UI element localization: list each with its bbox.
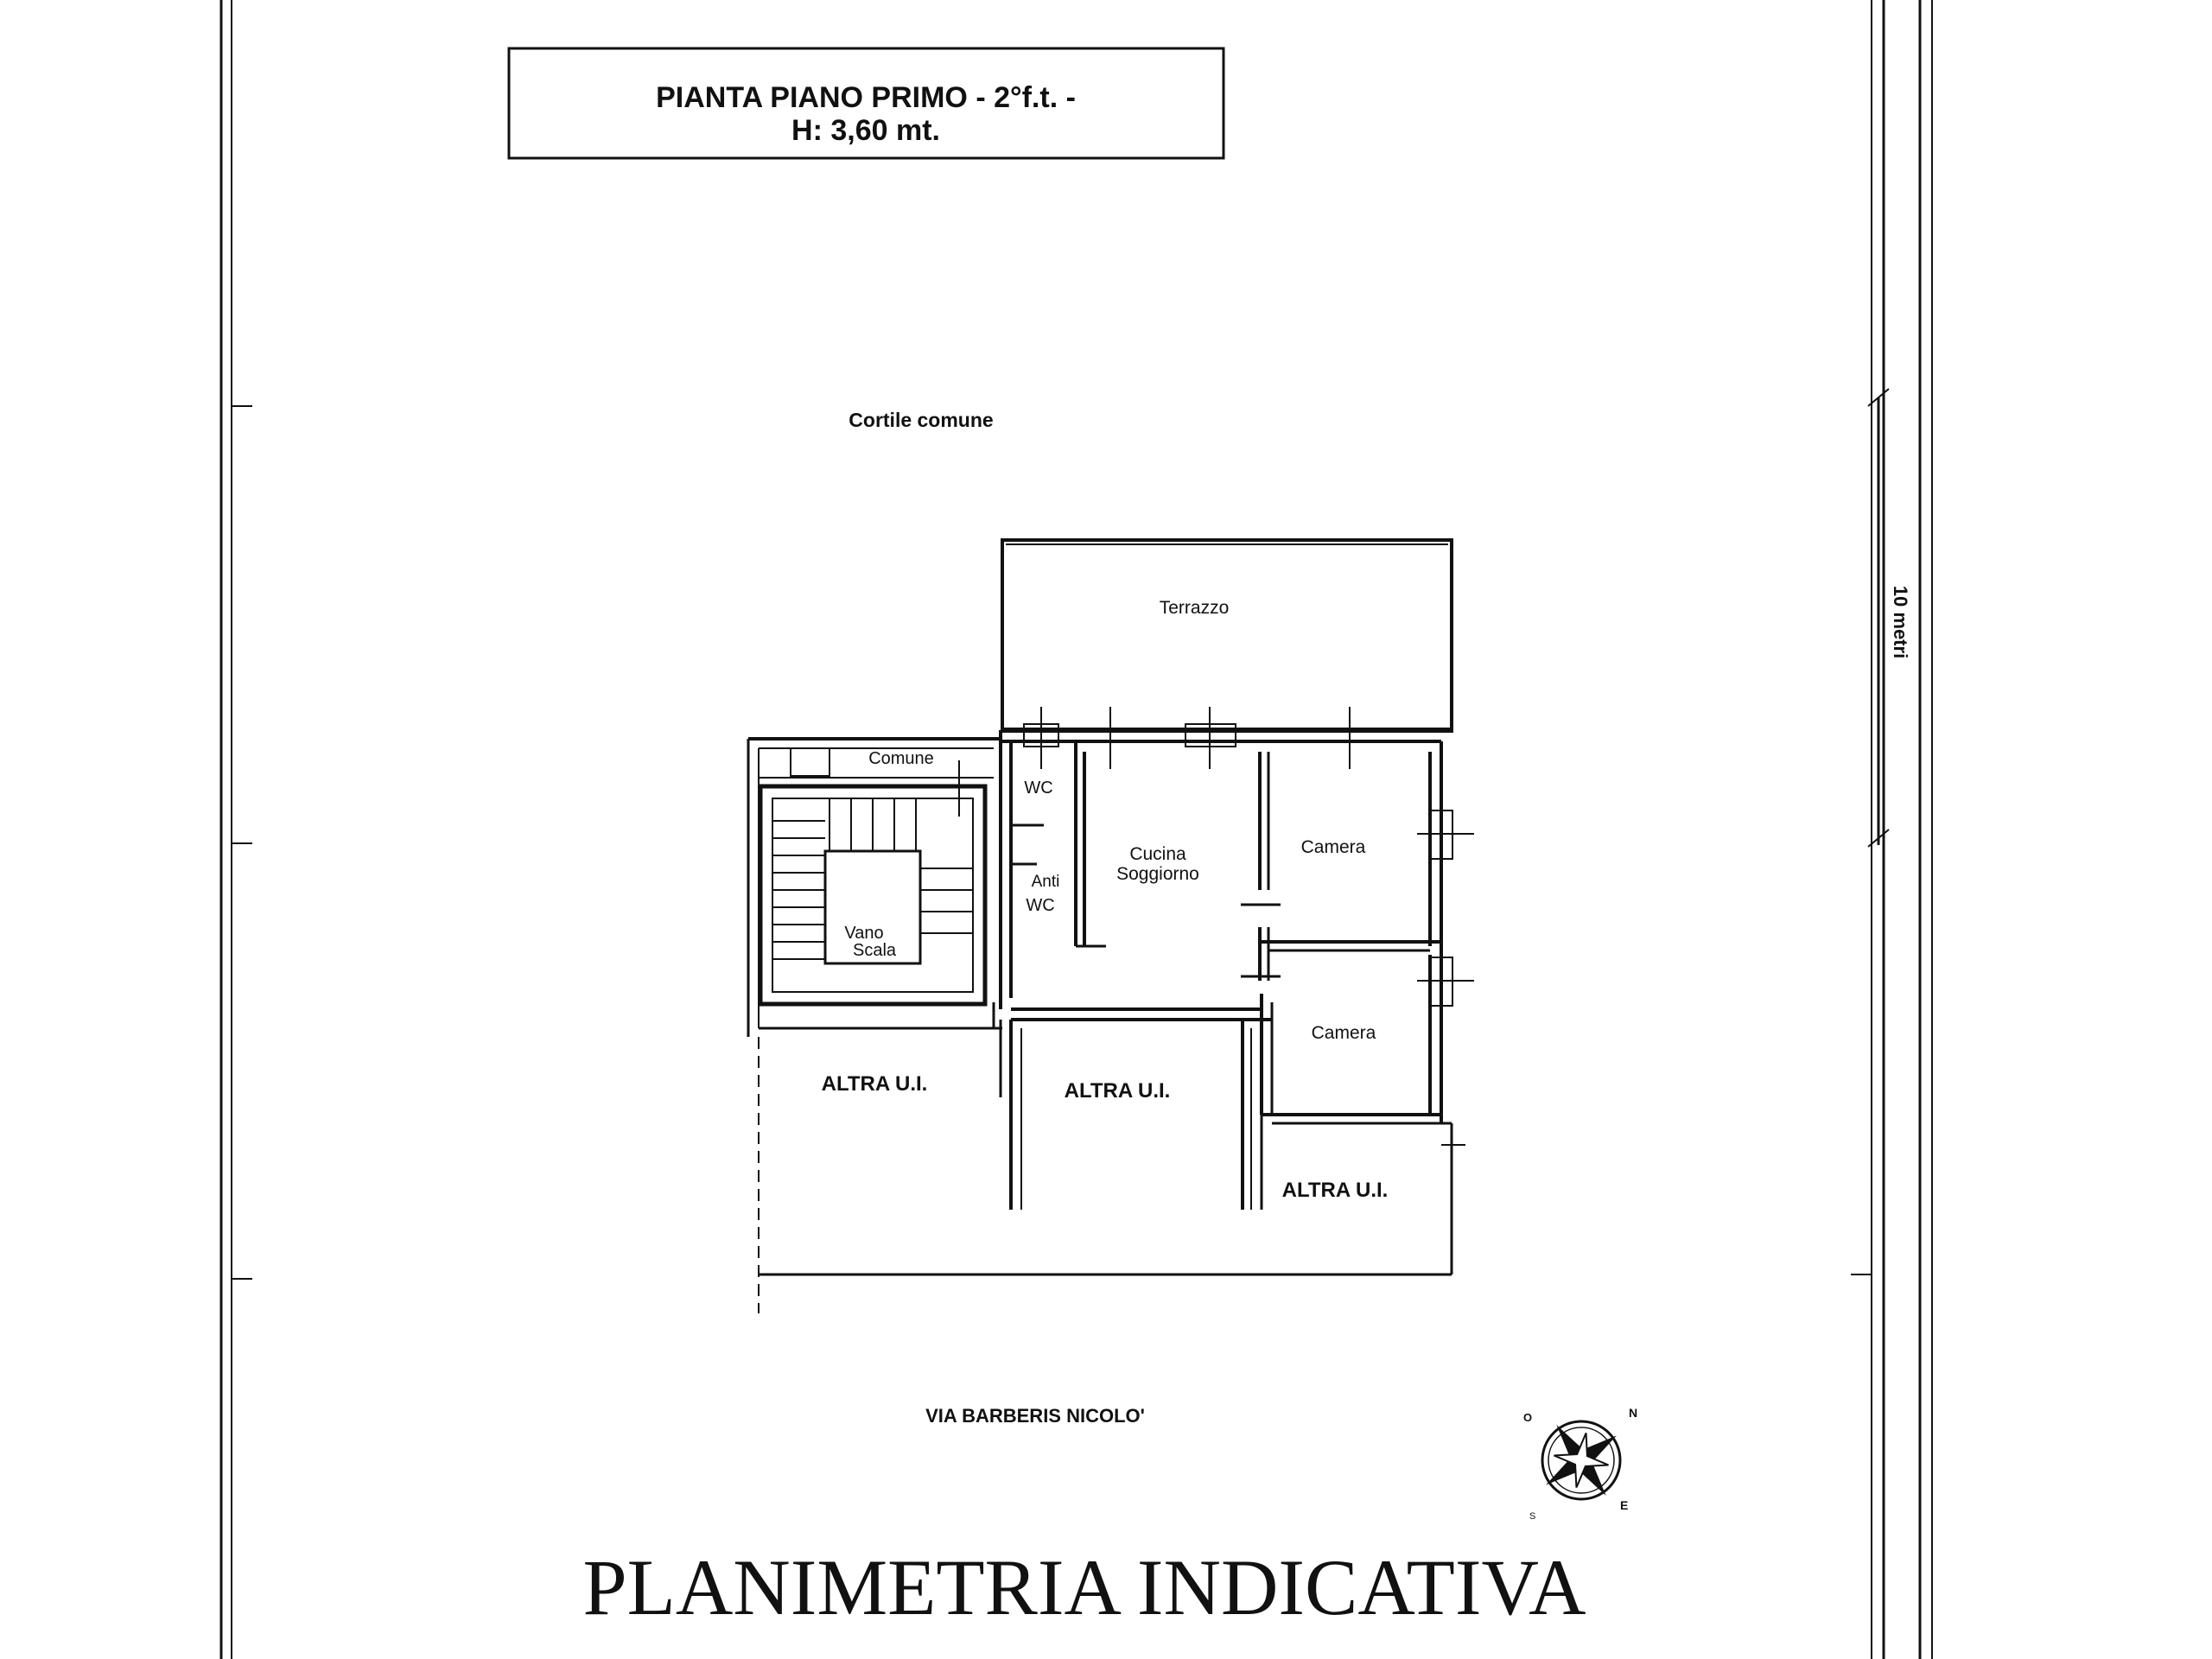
footer-title: PLANIMETRIA INDICATIVA (582, 1543, 1586, 1631)
anti-wc-label: WC (1026, 896, 1055, 915)
compass-icon (1521, 1400, 1641, 1522)
compass-e: E (1620, 1498, 1629, 1512)
other-units-outline (759, 1020, 1452, 1313)
other-unit-left-label: ALTRA U.I. (821, 1072, 928, 1096)
common-label: Comune (868, 749, 934, 768)
compass-n: N (1629, 1406, 1638, 1420)
bedroom-top-label: Camera (1300, 837, 1366, 857)
stair-block (760, 786, 985, 1004)
bedroom-bottom-label: Camera (1311, 1023, 1376, 1043)
stair-label-1: Vano (844, 924, 884, 943)
terrace (1002, 540, 1452, 730)
stair-label-2: Scala (852, 941, 897, 960)
street-label: VIA BARBERIS NICOLO' (925, 1405, 1145, 1427)
compass-s: S (1529, 1511, 1536, 1522)
title-line-2: H: 3,60 mt. (791, 114, 940, 147)
compass-o: O (1523, 1411, 1533, 1424)
title-block (509, 48, 1224, 158)
scale-bar-label: 10 metri (1890, 585, 1911, 659)
anti-label: Anti (1031, 873, 1060, 891)
wc-label: WC (1024, 779, 1053, 798)
scale-bar (1868, 389, 1911, 847)
courtyard-label: Cortile comune (849, 409, 994, 431)
kitchen-label-1: Cucina (1129, 844, 1186, 864)
other-unit-right-label: ALTRA U.I. (1281, 1179, 1389, 1202)
terrace-label: Terrazzo (1159, 598, 1230, 618)
title-line-1: PIANTA PIANO PRIMO - 2°f.t. - (656, 81, 1076, 114)
kitchen-label-2: Soggiorno (1116, 864, 1199, 884)
other-unit-center-label: ALTRA U.I. (1064, 1079, 1171, 1103)
